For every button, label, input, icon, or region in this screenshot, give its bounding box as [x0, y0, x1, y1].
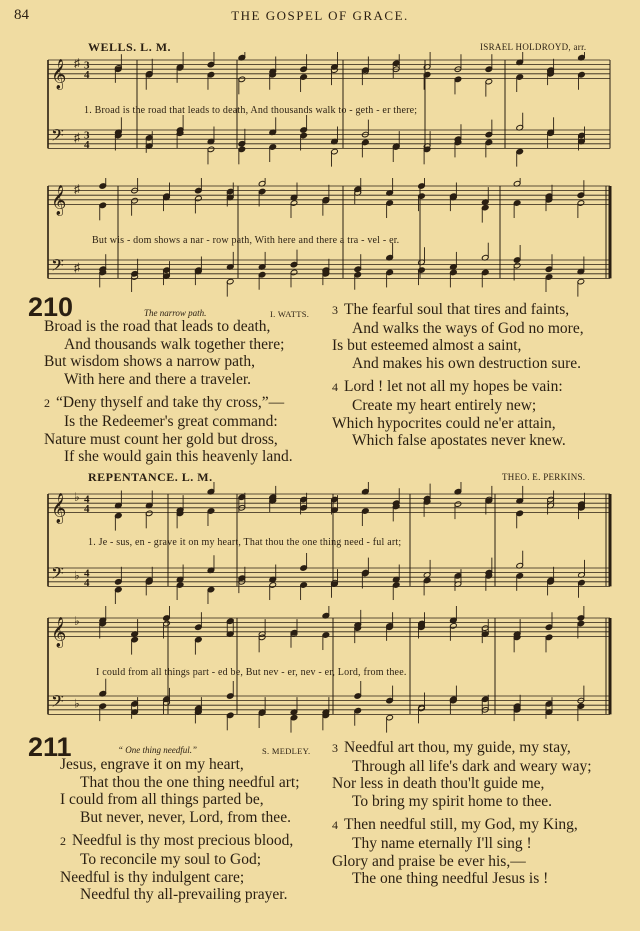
bass-clef-icon: 𝄢 [51, 124, 64, 149]
verse-line [44, 394, 293, 413]
verse-line [44, 448, 293, 466]
verse-line [332, 853, 592, 871]
sharp-icon: ♯ [74, 260, 80, 275]
verse-text: Needful is thy most precious blood, [72, 832, 294, 850]
time-signature: 4 [84, 576, 90, 589]
time-signature: 4 [84, 502, 90, 515]
verse-line [332, 355, 584, 373]
verse-number: 3 [332, 741, 338, 755]
verse-line [60, 832, 300, 851]
verse-number: 2 [44, 396, 50, 411]
time-signature: 4 [84, 567, 90, 580]
verse-text: I could from all things parted be, [60, 791, 264, 809]
composer: ISRAEL HOLDROYD, arr. [480, 42, 587, 52]
lyric-line: 1. Je - sus, en - grave it on my heart, That thou the one thing need - ful art; [88, 537, 402, 548]
verse-text: And makes his own destruction sure. [352, 354, 582, 372]
verse-text: The fearful soul that tires and faints, [344, 301, 570, 318]
verse-line [332, 816, 592, 835]
verse-line [44, 413, 293, 431]
time-signature: 4 [84, 493, 90, 506]
verse-column [60, 756, 300, 904]
verse-text: Which false apostates never knew. [352, 432, 566, 450]
verse-text: If she would gain this heavenly land. [64, 448, 293, 466]
verse-text: To reconcile my soul to God; [80, 850, 262, 868]
verse-text: Nor less in death thou'lt guide me, [332, 775, 545, 793]
verse-line [332, 793, 592, 811]
verse-number: 4 [332, 380, 338, 395]
verse-line [332, 337, 584, 355]
verse-column [332, 739, 592, 888]
verse-text: Is the Redeemer's great command: [64, 412, 278, 430]
verse-column [332, 301, 584, 450]
bass-clef-icon: 𝄢 [51, 254, 64, 279]
verse-number: 3 [332, 303, 338, 317]
verse-line [44, 371, 293, 389]
running-title: THE GOSPEL OF GRACE. [231, 8, 409, 23]
time-signature: 3 [84, 59, 90, 72]
hymn-subtitle: The narrow path. [144, 308, 207, 318]
bass-clef-icon: 𝄢 [51, 562, 64, 587]
verse-text: Through all life's dark and weary way; [352, 757, 592, 775]
verse-text: But wisdom shows a narrow path, [44, 353, 255, 371]
verse-line [332, 301, 584, 320]
verse-text: Needful thy all-prevailing prayer. [80, 886, 288, 904]
time-signature: 4 [84, 138, 90, 151]
lyric-line: I could from all things part - ed be, But nev - er, nev - er, Lord, from thee. [96, 667, 407, 678]
verse-line [332, 432, 584, 450]
page-number: 84 [14, 7, 29, 23]
verse-text: And walks the ways of God no more, [352, 319, 584, 337]
verse-text: Needful art thou, my guide, my stay, [344, 739, 571, 756]
verse-text: Jesus, engrave it on my heart, [60, 756, 244, 773]
tune-name: REPENTANCE. L. M. [88, 470, 213, 484]
verse-line [60, 774, 300, 792]
verse-line [44, 431, 293, 449]
verse-text: With here and there a traveler. [64, 370, 251, 388]
verse-line [332, 835, 592, 853]
verse-text: Lord ! let not all my hopes be vain: [344, 378, 563, 396]
hymn-number: 210 [28, 292, 74, 322]
verse-line [44, 353, 293, 371]
verse-line [44, 318, 293, 336]
flat-icon: ♭ [74, 613, 80, 628]
time-signature: 4 [84, 68, 90, 81]
hymn-number: 211 [28, 732, 72, 762]
treble-clef-icon: 𝄞 [51, 493, 67, 524]
flat-icon: ♭ [74, 696, 80, 711]
verse-text: Nature must count her gold but dross, [44, 430, 278, 448]
verse-text: “Deny thyself and take thy cross,”— [56, 394, 285, 412]
verse-column [44, 318, 293, 466]
verse-line [44, 336, 293, 354]
flat-icon: ♭ [74, 568, 80, 583]
verse-line [332, 739, 592, 758]
verse-line [332, 320, 584, 338]
verse-text: Is but esteemed almost a saint, [332, 337, 522, 355]
sharp-icon: ♯ [74, 130, 80, 145]
verse-line [60, 809, 300, 827]
verse-number: 4 [332, 818, 338, 833]
tune-name: WELLS. L. M. [88, 40, 172, 54]
hymn-author: S. MEDLEY. [262, 746, 311, 756]
verse-text: Needful is thy indulgent care; [60, 868, 245, 886]
verse-line [332, 415, 584, 433]
verse-text: Which hypocrites could ne'er attain, [332, 414, 556, 432]
composer: THEO. E. PERKINS. [502, 472, 586, 482]
verse-line [60, 869, 300, 887]
bass-clef-icon: 𝄢 [51, 690, 64, 715]
time-signature: 3 [84, 129, 90, 142]
verse-line [332, 870, 592, 888]
verse-text: But never, never, Lord, from thee. [80, 808, 291, 826]
verse-line [60, 851, 300, 869]
verse-line [332, 397, 584, 415]
treble-clef-icon: 𝄞 [51, 59, 67, 90]
verse-text: Glory and praise be ever his,— [332, 852, 526, 870]
flat-icon: ♭ [74, 489, 80, 504]
verse-text: The one thing needful Jesus is ! [352, 870, 549, 888]
verse-text: To bring my spirit home to thee. [352, 792, 552, 810]
lyric-line: But wis - dom shows a nar - row path, With here and there a tra - vel - er. [92, 235, 400, 246]
treble-clef-icon: 𝄞 [51, 185, 67, 216]
lyric-line: 1. Broad is the road that leads to death, And thousands walk to - geth - er there; [84, 105, 418, 116]
verse-line [60, 756, 300, 774]
hymn-author: I. WATTS. [270, 309, 310, 319]
treble-clef-icon: 𝄞 [51, 617, 67, 648]
verse-line [60, 791, 300, 809]
verse-text: And thousands walk together there; [64, 335, 285, 353]
verse-line [332, 758, 592, 776]
hymn-subtitle: “ One thing needful.” [118, 745, 197, 755]
verse-number: 2 [60, 834, 66, 849]
verse-line [332, 775, 592, 793]
verse-line [332, 378, 584, 397]
verse-text: Broad is the road that leads to death, [44, 318, 271, 335]
sharp-icon: ♯ [74, 55, 80, 70]
verse-line [60, 886, 300, 904]
verse-text: Then needful still, my God, my King, [344, 816, 578, 834]
verse-text: That thou the one thing needful art; [80, 773, 300, 791]
sharp-icon: ♯ [74, 181, 80, 196]
verse-text: Create my heart entirely new; [352, 396, 537, 414]
verse-text: Thy name eternally I'll sing ! [352, 834, 532, 852]
